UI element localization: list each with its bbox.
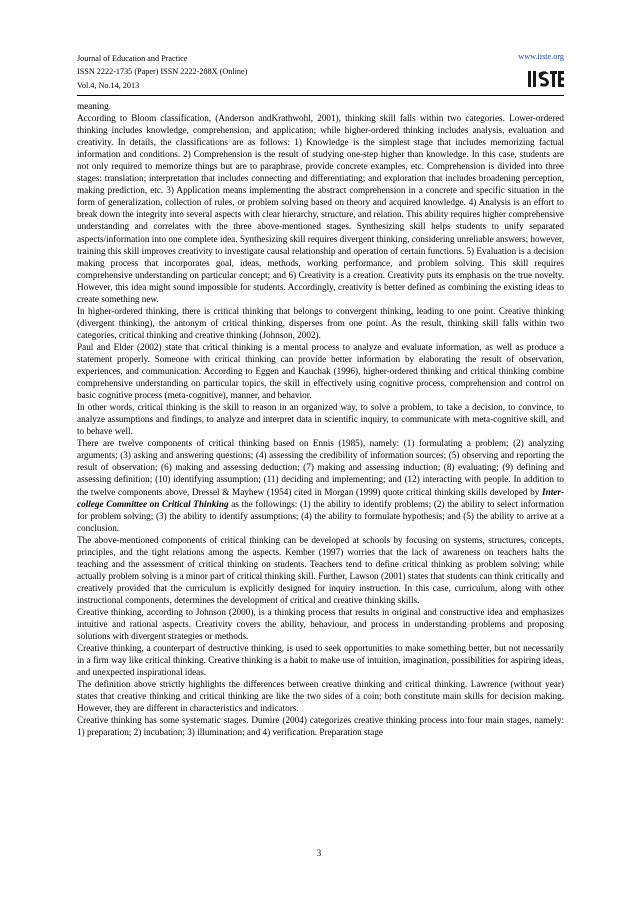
issn-line: ISSN 2222-1735 (Paper) ISSN 2222-288X (Online): [77, 67, 248, 77]
journal-url-link[interactable]: www.iiste.org: [518, 52, 564, 61]
paragraph: Creative thinking, a counterpart of destructive thinking, is used to seek opportunities to make something better, but not necessarily in a firm way like critical thinking. Creative thinking is a habit to make use of intuition, imagination, possibilities for aspiring ideas, and unexpected inspirational ideas.: [77, 643, 564, 678]
page-number: 3: [316, 848, 322, 858]
paragraph-text: as the followings: (1) the ability to identify problems; (2) the ability to select information for problem solving; (3) the ability to identify assumptions; (4) the ability to formulate hypothesis; and (5) the ability to arrive at a conclusion.: [77, 498, 564, 533]
paragraph: [77, 437, 564, 533]
paragraph: According to Bloom classification, (Anderson andKrathwohl, 2001), thinking skill falls within two categories. Lower-ordered thinking includes knowledge, comprehension, and application; while higher-ordered thinking includes analysis, evaluation and creativity. In details, the classifications are as follows: 1) Knowledge is the simplest stage that includes memorizing factual information and conditions. 2) Comprehension is the result of studying one-step higher than knowledge. In this case, students are not only required to memorize things but are to paraphrase, provide concrete examples, etc. Comprehension is divided into three stages: translation; interpretation that includes connecting and differentiating; and exploration that includes broadening perception, making prediction, etc. 3) Application means implementing the abstract comprehension in a concrete and specific situation in the form of generalization, collection of rules, or problem solving based on theory and acquired knowledge. 4) Analysis is an effort to break down the integrity into several aspects with clear hierarchy, structure, and relation. This ability requires higher comprehensive understanding and correlates with the three above-mentioned stages. Synthesizing skill helps students to unify separated aspects/information into one complete idea. Synthesizing skill requires divergent thinking, considering unreliable answers; however, training this skill improves creativity to investigate causal relationship and operation of certain functions. 5) Evaluation is a decision making process that incorporates goal, ideas, methods, working performance, and problem solving. This skill requires comprehensive understanding on particular concept; and 6) Creativity is a creation. Creativity puts its emphasis on the true novelty. However, this idea might sound impossible for students. Accordingly, creativity is better defined as combining the existing ideas to create something new.: [77, 113, 564, 304]
paragraph: Paul and Elder (2002) state that critical thinking is a mental process to analyze and evaluate information, as well as produce a statement properly. Someone with critical thinking can provide better information by elaborating the result of observation, experiences, and communication. According to Eggen and Kauchak (1996), higher-ordered thinking and critical thinking combine comprehensive understanding on particular topics, the skill in effectively using cognitive process, comprehension and control on basic cognitive process (meta-cognitive), manner, and behavior.: [77, 341, 564, 401]
article-body: [77, 100, 564, 738]
paragraph: In higher-ordered thinking, there is critical thinking that belongs to convergent thinking, leading to one point. Creative thinking (divergent thinking), the antonym of critical thinking, disperses from one point. As the result, thinking skill falls within two categories, critical thinking and creative thinking (Johnson, 2002).: [77, 305, 564, 340]
iiste-logo: [527, 67, 564, 91]
header-divider: [77, 95, 564, 96]
paragraph-text: There are twelve components of critical thinking based on Ennis (1985), namely: (1) formulating a problem; (2) analyzing arguments; (3) asking and answering questions; (4) assessing the credibility of information sources; (5) observing and reporting the result of observation; (6) making and assessing deduction; (7) making and assessing induction; (8) evaluating; (9) defining and assessing definition; (10) identifying assumption; (11) deciding and implementing; and (12) interacting with people. In addition to the twelve components above, Dressel & Mayhew (1954) cited in Morgan (1999) quote critical thinking skills developed by: [77, 438, 564, 497]
paragraph: In other words, critical thinking is the skill to reason in an organized way, to solve a problem, to take a decision, to convince, to analyze assumptions and findings, to analyze and interpret data in scientific inquiry, to communicate with meta-cognitive skill, and to behave well.: [77, 402, 564, 437]
paragraph: The above-mentioned components of critical thinking can be developed at schools by focusing on systems, structures, concepts, principles, and the tight relations among the aspects. Kember (1997) worries that the lack of awareness on teachers halts the teaching and the assessment of critical thinking on students. Teachers tend to define critical thinking as problem solving; while actually problem solving is a minor part of critical thinking skill. Further, Lawson (2001) states that students can think critically and creatively provided that the curriculum is explicitly designed for inquiry instruction. In this case, curriculum, along with other instructional components, determines the development of critical and creative thinking skills.: [77, 534, 564, 605]
committee-name: Inter-college Committee on Critical Thinking: [77, 486, 564, 509]
journal-name: Journal of Education and Practice: [77, 54, 188, 63]
paragraph: Creative thinking, according to Johnson (2000), is a thinking process that results in original and constructive idea and emphasizes intuitive and rational aspects. Creativity covers the ability, behaviour, and process in understanding problems and proposing solutions with divergent strategies or methods.: [77, 606, 564, 642]
running-header: [77, 52, 247, 92]
paragraph: The definition above strictly highlights the differences between creative thinking and critical thinking. Lawrence (without year) states that creative thinking and critical thinking are like the two sides of a coin; both constitute main skills for decision making. However, they are different in characteristics and indicators.: [77, 679, 564, 714]
volume-line: Vol.4, No.14, 2013: [77, 80, 140, 90]
paragraph: meaning.: [77, 101, 111, 111]
paragraph: Creative thinking has some systematic stages. Dumire (2004) categorizes creative thinking process into four main stages, namely: 1) preparation; 2) incubation; 3) illumination; and 4) verification. Preparation stage: [77, 715, 564, 738]
